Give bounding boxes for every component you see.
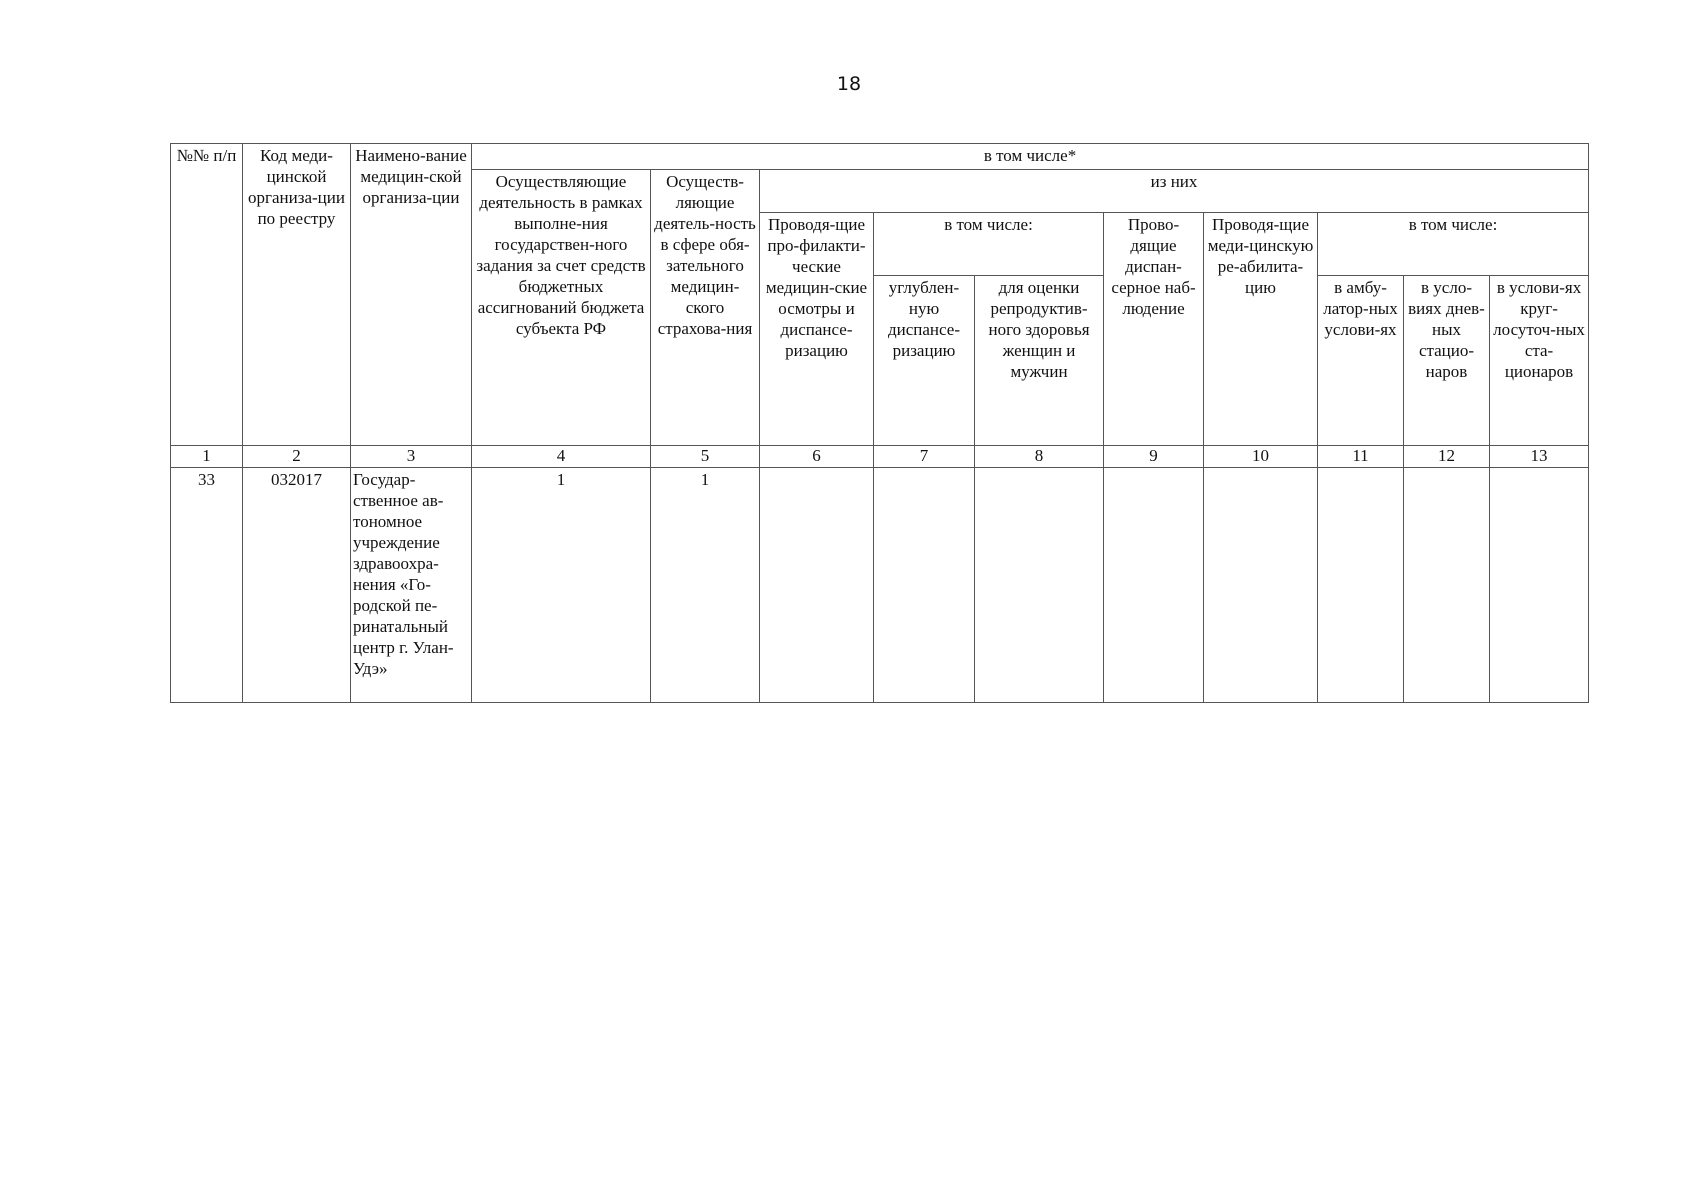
header-col-10: Проводя-щие меди-цинскую ре-абилита-цию <box>1204 213 1318 446</box>
row-value-col-13 <box>1490 468 1589 703</box>
column-number: 7 <box>874 446 975 468</box>
column-number: 10 <box>1204 446 1318 468</box>
column-number: 8 <box>975 446 1104 468</box>
row-value-col-10 <box>1204 468 1318 703</box>
organizations-table <box>170 143 1589 703</box>
header-col-4: Осуществляющие деятельность в рамках выполне-ния государствен-ного задания за счет средств бюджетных ассигнований бюджета субъекта РФ <box>472 170 651 446</box>
row-value-col-12 <box>1404 468 1490 703</box>
header-col-6: Проводя-щие про-филакти-ческие медицин-ские осмотры и диспансе-ризацию <box>760 213 874 446</box>
row-value-col-11 <box>1318 468 1404 703</box>
column-number: 1 <box>171 446 243 468</box>
header-col-7: углублен-ную диспансе-ризацию <box>874 276 975 446</box>
row-value-col-8 <box>975 468 1104 703</box>
column-number: 3 <box>351 446 472 468</box>
header-col-11: в амбу-латор-ных услови-ях <box>1318 276 1404 446</box>
row-organization-name: Государ-ственное ав-тономное учреждение здравоохра-нения «Го-родской пе-ринатальный центр г. Улан-Удэ» <box>351 468 472 703</box>
header-col-12: в усло-виях днев-ных стацио-наров <box>1404 276 1490 446</box>
column-number: 9 <box>1104 446 1204 468</box>
column-numbers-row <box>171 446 1589 468</box>
column-number: 12 <box>1404 446 1490 468</box>
header-col-1: №№ п/п <box>171 144 243 446</box>
header-iz-nih: из них <box>760 170 1589 213</box>
column-number: 13 <box>1490 446 1589 468</box>
row-value-col-7 <box>874 468 975 703</box>
row-registry-code: 032017 <box>243 468 351 703</box>
header-col-9: Прово-дящие диспан-серное наб-людение <box>1104 213 1204 446</box>
header-col-8: для оценки репродуктив-ного здоровья женщин и мужчин <box>975 276 1104 446</box>
header-col-2: Код меди-цинской организа-ции по реестру <box>243 144 351 446</box>
header-vtom-chisle-b: в том числе: <box>1318 213 1589 276</box>
row-value-col-4: 1 <box>472 468 651 703</box>
column-number: 6 <box>760 446 874 468</box>
table-row <box>171 468 1589 703</box>
header-col-5: Осуществ-ляющие деятель-ность в сфере обя-зательного медицин-ского страхова-ния <box>651 170 760 446</box>
row-value-col-5: 1 <box>651 468 760 703</box>
row-value-col-9 <box>1104 468 1204 703</box>
column-number: 4 <box>472 446 651 468</box>
header-vtom-chisle-a: в том числе: <box>874 213 1104 276</box>
column-number: 2 <box>243 446 351 468</box>
header-col-13: в услови-ях круг-лосуточ-ных ста-ционаров <box>1490 276 1589 446</box>
page-number: 18 <box>836 73 862 95</box>
header-col-3: Наимено-вание медицин-ской организа-ции <box>351 144 472 446</box>
row-number: 33 <box>171 468 243 703</box>
row-value-col-6 <box>760 468 874 703</box>
column-number: 11 <box>1318 446 1404 468</box>
column-number: 5 <box>651 446 760 468</box>
header-vtom-chisle: в том числе* <box>472 144 1589 170</box>
